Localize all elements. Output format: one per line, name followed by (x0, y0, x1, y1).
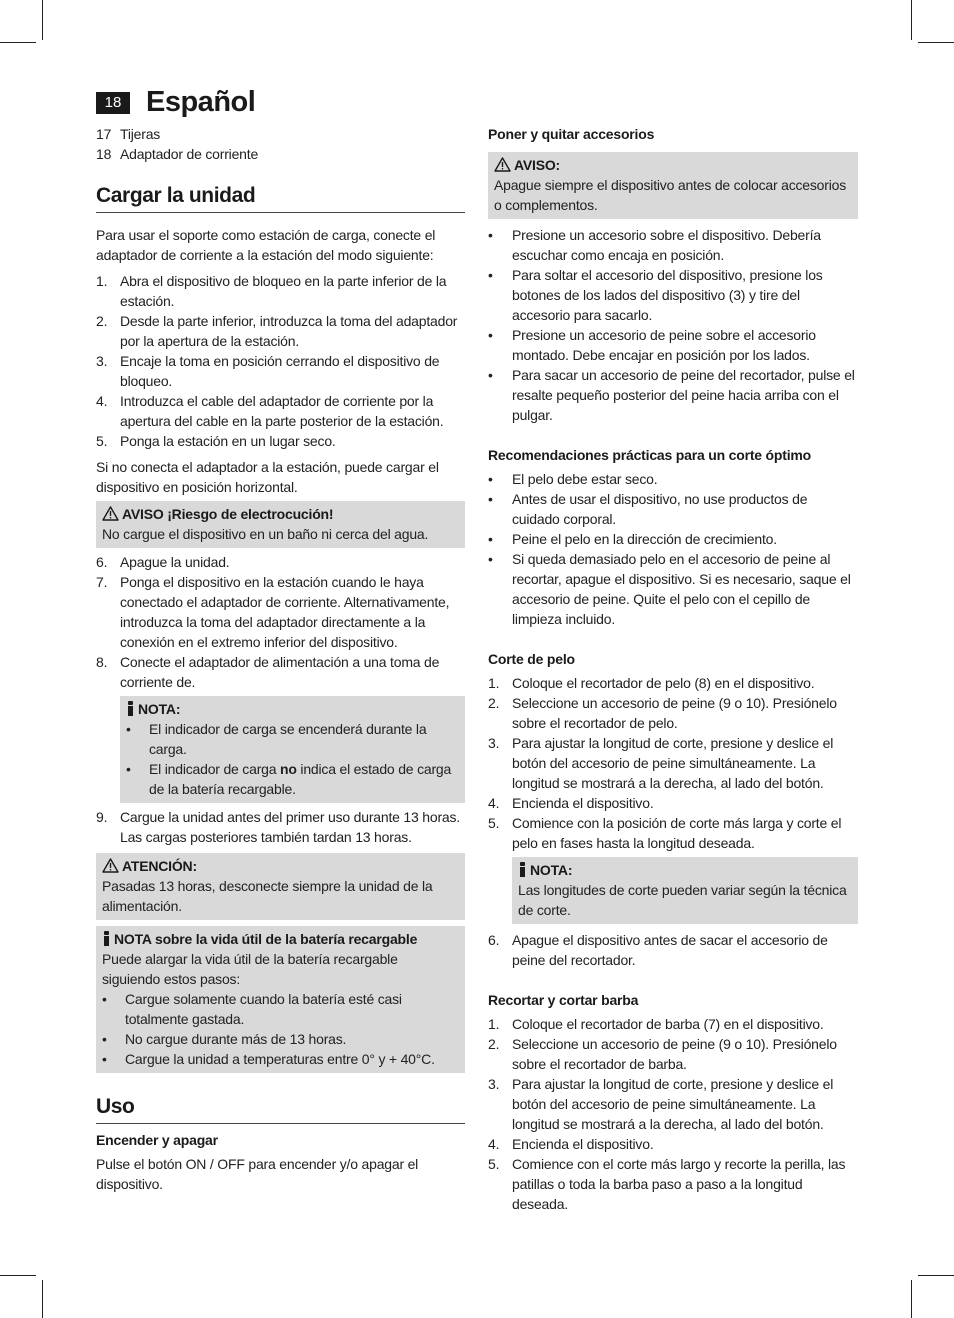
subsection-title: Recortar y cortar barba (488, 992, 639, 1008)
warning-box (488, 152, 858, 219)
subsection-title: Recomendaciones prácticas para un corte óptimo (488, 447, 812, 463)
note-text: Las longitudes de corte pueden variar según la técnica de corte. (518, 882, 847, 918)
list-item: 4. Encienda el dispositivo. (488, 795, 654, 811)
parts-list-item: 17 Tijeras (96, 126, 161, 142)
steps-list (488, 673, 858, 853)
subsection-title: Poner y quitar accesorios (488, 126, 655, 142)
list-item: 7. Ponga el dispositivo en la estación cuando le haya conectado el adaptador de corriente. Alternativamente, introduzca la toma del adaptador directamente a la conexión en el extremo inferior del dispositivo. (96, 574, 450, 650)
warning-icon (102, 506, 119, 521)
list-item: 3. Encaje la toma en posición cerrando el dispositivo de bloqueo. (96, 353, 440, 389)
note-box (120, 696, 465, 803)
note-title: NOTA: (530, 862, 573, 878)
bullet-list (488, 469, 858, 629)
caution-title: ATENCIÓN: (122, 858, 197, 874)
paragraph: Para usar el soporte como estación de carga, conecte el adaptador de corriente a la estación del modo siguiente: (96, 227, 436, 263)
list-item: 3. Para ajustar la longitud de corte, presione y deslice el botón del accesorio de peine simultáneamente. La longitud se mostrará a la derecha, al lado del botón. (488, 1076, 834, 1132)
crop-mark (42, 1280, 43, 1318)
list-item: 4. Introduzca el cable del adaptador de corriente por la apertura del cable en la parte posterior de la estación. (96, 393, 444, 429)
crop-mark (911, 1280, 912, 1318)
note-box (512, 857, 858, 924)
crop-mark (918, 42, 954, 43)
list-item: 1. Coloque el recortador de pelo (8) en el dispositivo. (488, 675, 815, 691)
bullet-item: • Presione un accesorio sobre el dispositivo. Debería escuchar como encaja en posición. (488, 227, 821, 263)
list-item: 2. Seleccione un accesorio de peine (9 o 10). Presiónelo sobre el recortador de barba. (488, 1036, 837, 1072)
paragraph: Si no conecta el adaptador a la estación, puede cargar el dispositivo en posición horizontal. (96, 459, 439, 495)
bullet-item: • Si queda demasiado pelo en el accesorio de peine al recortar, apague el dispositivo. Si es necesario, saque el accesorio de peine. Quite el pelo con el cepillo de limpieza incluido. (488, 551, 851, 627)
warning-box (96, 501, 465, 548)
caution-text: Pasadas 13 horas, desconecte siempre la unidad de la alimentación. (102, 878, 433, 914)
warning-icon (494, 157, 511, 172)
crop-mark (918, 1275, 954, 1276)
section-title: Cargar la unidad (96, 182, 465, 213)
crop-mark (42, 0, 43, 40)
paragraph: Pulse el botón ON / OFF para encender y/o apagar el dispositivo. (96, 1156, 419, 1192)
bullet-item: • El indicador de carga se encenderá durante la carga. (126, 721, 427, 757)
warning-text: Apague siempre el dispositivo antes de colocar accesorios o complementos. (494, 177, 847, 213)
bullet-item: • No cargue durante más de 13 horas. (102, 1031, 347, 1047)
page-title: Español (146, 86, 256, 118)
bullet-item: • Cargue la unidad a temperaturas entre 0° y + 40°C. (102, 1051, 435, 1067)
battery-note-box (96, 926, 465, 1073)
list-item: 1. Abra el dispositivo de bloqueo en la parte inferior de la estación. (96, 273, 447, 309)
list-item: 8. Conecte el adaptador de alimentación a una toma de corriente de. (96, 654, 440, 690)
bullet-item: • Para sacar un accesorio de peine del recortador, pulse el resalte pequeño posterior del peine hacia arriba con el pulgar. (488, 367, 855, 423)
page-number: 18 (96, 92, 130, 114)
left-column (96, 124, 465, 1194)
list-item: 3. Para ajustar la longitud de corte, presione y deslice el botón del accesorio de peine simultáneamente. La longitud se mostrará a la derecha, al lado del botón. (488, 735, 834, 791)
subsection-title: Corte de pelo (488, 651, 575, 667)
bullet-list (488, 225, 858, 425)
list-item: 2. Desde la parte inferior, introduzca la toma del adaptador por la apertura de la estación. (96, 313, 458, 349)
list-item: 9. Cargue la unidad antes del primer uso durante 13 horas. Las cargas posteriores también tardan 13 horas. (96, 809, 460, 845)
list-item: 6. Apague el dispositivo antes de sacar el accesorio de peine del recortador. (488, 932, 828, 968)
list-item: 6. Apague la unidad. (96, 554, 230, 570)
list-item: 2. Seleccione un accesorio de peine (9 o 10). Presiónelo sobre el recortador de pelo. (488, 695, 837, 731)
list-item: 4. Encienda el dispositivo. (488, 1136, 654, 1152)
list-item: 5. Comience con la posición de corte más larga y corte el pelo en fases hasta la longitud deseada. (488, 815, 842, 851)
list-item: 5. Ponga la estación en un lugar seco. (96, 433, 336, 449)
section-title: Uso (96, 1093, 465, 1124)
crop-mark (0, 42, 36, 43)
steps-list (96, 271, 465, 451)
warning-title: AVISO ¡Riesgo de electrocución! (122, 506, 334, 522)
warning-title: AVISO: (514, 157, 560, 173)
crop-mark (0, 1275, 36, 1276)
bullet-item: • El indicador de carga no indica el estado de carga de la batería recargable. (126, 761, 452, 797)
caution-box (96, 853, 465, 920)
list-item: 5. Comience con el corte más largo y recorte la perilla, las patillas o toda la barba paso a paso a la longitud deseada. (488, 1156, 846, 1212)
subsection-title: Encender y apagar (96, 1132, 218, 1148)
steps-list (96, 552, 465, 692)
warning-text: No cargue el dispositivo en un baño ni cerca del agua. (102, 526, 429, 542)
right-column (488, 124, 858, 1214)
bullet-item: • Presione un accesorio de peine sobre el accesorio montado. Debe encajar en posición por los lados. (488, 327, 816, 363)
steps-list (488, 1014, 858, 1214)
battery-note-title: NOTA sobre la vida útil de la batería recargable (114, 931, 418, 947)
battery-note-intro: Puede alargar la vida útil de la batería recargable siguiendo estos pasos: (102, 951, 398, 987)
note-title: NOTA: (138, 701, 181, 717)
bullet-item: • Cargue solamente cuando la batería esté casi totalmente gastada. (102, 991, 402, 1027)
parts-list-item: 18 Adaptador de corriente (96, 146, 259, 162)
bullet-item: • Antes de usar el dispositivo, no use productos de cuidado corporal. (488, 491, 808, 527)
info-icon (102, 931, 111, 946)
bullet-item: • Para soltar el accesorio del dispositivo, presione los botones de los lados del dispositivo (3) y tire del accesorio para sacarlo. (488, 267, 823, 323)
info-icon (518, 862, 527, 877)
crop-mark (911, 0, 912, 40)
warning-icon (102, 858, 119, 873)
bullet-item: • Peine el pelo en la dirección de crecimiento. (488, 531, 777, 547)
list-item: 1. Coloque el recortador de barba (7) en el dispositivo. (488, 1016, 824, 1032)
info-icon (126, 701, 135, 716)
bullet-item: • El pelo debe estar seco. (488, 471, 658, 487)
